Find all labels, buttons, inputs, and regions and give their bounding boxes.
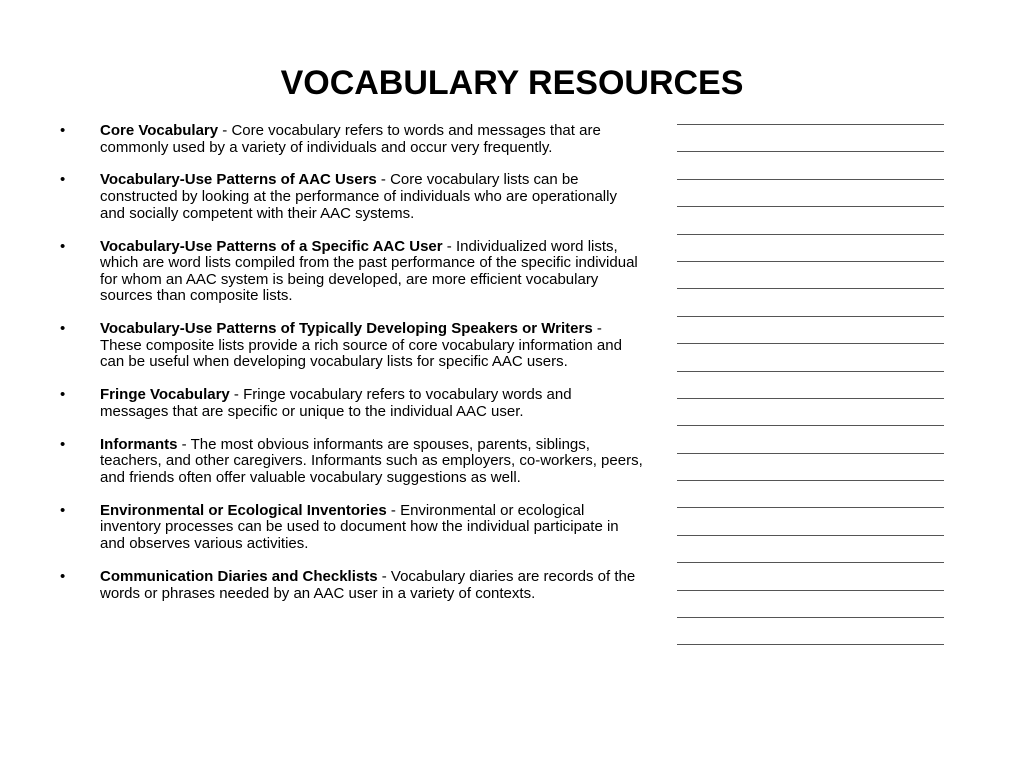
item-description: - These composite lists provide a rich source of core vocabulary information and can be useful when developing vocabulary lists for specific AAC users. <box>100 320 622 371</box>
item-term: Vocabulary-Use Patterns of AAC Users <box>100 171 377 189</box>
note-line <box>677 180 944 207</box>
note-line <box>677 262 944 289</box>
item-term: Vocabulary-Use Patterns of Typically Developing Speakers or Writers <box>100 320 593 338</box>
note-line <box>677 317 944 344</box>
note-line <box>677 289 944 316</box>
bullet-icon: • <box>60 171 66 189</box>
note-line <box>677 563 944 590</box>
note-line <box>677 454 944 481</box>
item-description: - Environmental or ecological inventory processes can be used to document how the individual participate in and observes various activities. <box>100 501 619 553</box>
item-term: Core Vocabulary <box>100 122 219 139</box>
item-description: - The most obvious informants are spouses, parents, siblings, teachers, and other caregivers. Informants such as employers, co-workers, peers, and friends often offer valuable vocabulary suggestions as well. <box>100 435 643 486</box>
note-line <box>677 235 944 262</box>
bullet-icon: • <box>60 567 66 585</box>
bullet-icon: • <box>60 501 66 519</box>
item-description: - Fringe vocabulary refers to vocabulary words and messages that are specific or unique to the individual AAC user. <box>100 386 572 420</box>
page-title: VOCABULARY RESOURCES <box>280 64 744 102</box>
item-term: Fringe Vocabulary <box>100 386 230 404</box>
list-item-environmental-inventories <box>58 503 643 553</box>
note-line <box>677 399 944 426</box>
item-description: - Core vocabulary lists can be constructed by looking at the performance of individuals who are operationally and socially competent with their AAC systems. <box>100 171 617 222</box>
note-line <box>677 536 944 563</box>
note-line <box>677 508 944 535</box>
note-line <box>677 372 944 399</box>
list-item-communication-diaries <box>58 569 643 602</box>
item-term: Informants <box>100 435 178 453</box>
item-description: - Core vocabulary refers to words and messages that are commonly used by a variety of individuals and occur very frequently. <box>100 122 601 156</box>
bullet-icon: • <box>60 435 66 453</box>
note-line <box>677 426 944 453</box>
note-lines <box>677 124 944 645</box>
list-item-typically-developing-patterns <box>58 321 643 371</box>
note-line <box>677 207 944 234</box>
bullet-icon: • <box>60 237 66 255</box>
note-line <box>677 618 944 645</box>
vocabulary-resource-list <box>58 123 643 618</box>
note-line <box>677 125 944 152</box>
note-line <box>677 152 944 179</box>
list-item-aac-users-patterns <box>58 172 643 222</box>
bullet-icon: • <box>60 386 66 404</box>
bullet-icon: • <box>60 320 66 338</box>
note-line <box>677 591 944 618</box>
item-description: - Individualized word lists, which are word lists compiled from the past performance of the specific individual for whom an AAC system is being developed, are more efficient vocabulary sources than composite lists. <box>100 237 638 305</box>
item-term: Environmental or Ecological Inventories <box>100 501 387 519</box>
note-line <box>677 344 944 371</box>
note-line <box>677 481 944 508</box>
list-item-informants <box>58 437 643 487</box>
item-description: - Vocabulary diaries are records of the words or phrases needed by an AAC user in a variety of contexts. <box>100 567 636 602</box>
item-term: Communication Diaries and Checklists <box>100 567 378 585</box>
item-term: Vocabulary-Use Patterns of a Specific AAC User <box>100 237 443 255</box>
bullet-icon: • <box>60 122 66 139</box>
list-item-fringe-vocabulary <box>58 387 643 420</box>
list-item-specific-aac-user-patterns <box>58 239 643 305</box>
list-item-core-vocabulary <box>58 123 643 156</box>
